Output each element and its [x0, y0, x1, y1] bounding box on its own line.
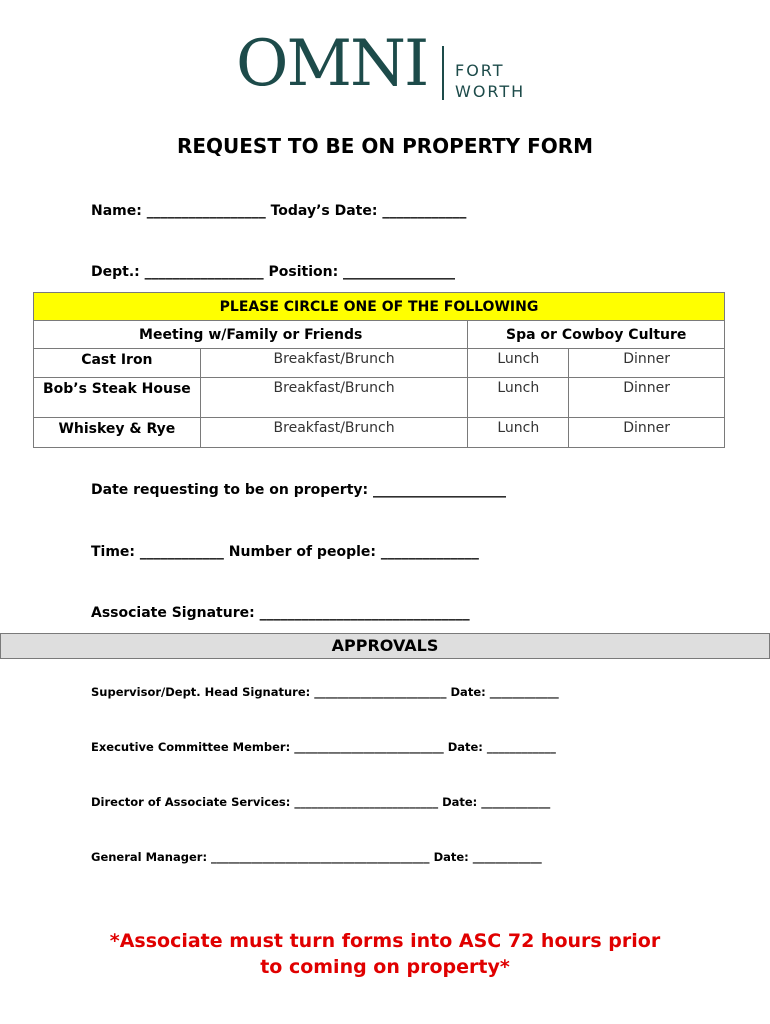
- table-row: [34, 418, 725, 448]
- notice-line-2: to coming on property*: [260, 956, 510, 978]
- table-row: [34, 378, 725, 418]
- option-lunch[interactable]: Lunch: [468, 378, 569, 418]
- dept-position-field[interactable]: Dept.: _________________ Position: ________________: [91, 264, 456, 280]
- option-lunch[interactable]: Lunch: [468, 349, 569, 378]
- option-breakfast[interactable]: Breakfast/Brunch: [200, 418, 468, 448]
- table-header: PLEASE CIRCLE ONE OF THE FOLLOWING: [34, 293, 725, 321]
- logo-line-fort: FORT: [455, 61, 505, 80]
- form-title: REQUEST TO BE ON PROPERTY FORM: [176, 134, 594, 158]
- restaurant-name: Whiskey & Rye: [34, 418, 201, 448]
- option-dinner[interactable]: Dinner: [569, 349, 725, 378]
- option-lunch[interactable]: Lunch: [468, 418, 569, 448]
- table-row: [34, 349, 725, 378]
- name-date-field[interactable]: Name: _________________ Today’s Date: ____________: [91, 203, 467, 219]
- logo-line-worth: WORTH: [455, 82, 526, 101]
- option-dinner[interactable]: Dinner: [569, 418, 725, 448]
- time-people-field[interactable]: Time: ____________ Number of people: ______________: [91, 544, 479, 560]
- supervisor-signature-field[interactable]: Supervisor/Dept. Head Signature: _______________________ Date: ____________: [91, 685, 559, 699]
- restaurant-name: Bob’s Steak House: [34, 378, 201, 418]
- logo-divider: [442, 46, 444, 100]
- submission-notice: [0, 928, 770, 980]
- meal-options-table: [33, 292, 725, 448]
- approvals-banner: APPROVALS: [0, 633, 770, 659]
- notice-line-1: *Associate must turn forms into ASC 72 hours prior: [109, 930, 661, 952]
- option-dinner[interactable]: Dinner: [569, 378, 725, 418]
- exec-committee-field[interactable]: Executive Committee Member: __________________________ Date: ____________: [91, 740, 556, 754]
- associate-signature-field[interactable]: Associate Signature: ______________________________: [91, 605, 470, 621]
- column-header-family: Meeting w/Family or Friends: [34, 321, 468, 349]
- general-manager-field[interactable]: General Manager: ______________________________________ Date: ____________: [91, 850, 542, 864]
- date-requested-field[interactable]: Date requesting to be on property: ___________________: [91, 482, 506, 498]
- logo-wordmark: OMNI: [236, 27, 428, 101]
- option-breakfast[interactable]: Breakfast/Brunch: [200, 378, 468, 418]
- option-breakfast[interactable]: Breakfast/Brunch: [200, 349, 468, 378]
- director-signature-field[interactable]: Director of Associate Services: _________________________ Date: ____________: [91, 795, 551, 809]
- column-header-spa: Spa or Cowboy Culture: [468, 321, 725, 349]
- restaurant-name: Cast Iron: [34, 349, 201, 378]
